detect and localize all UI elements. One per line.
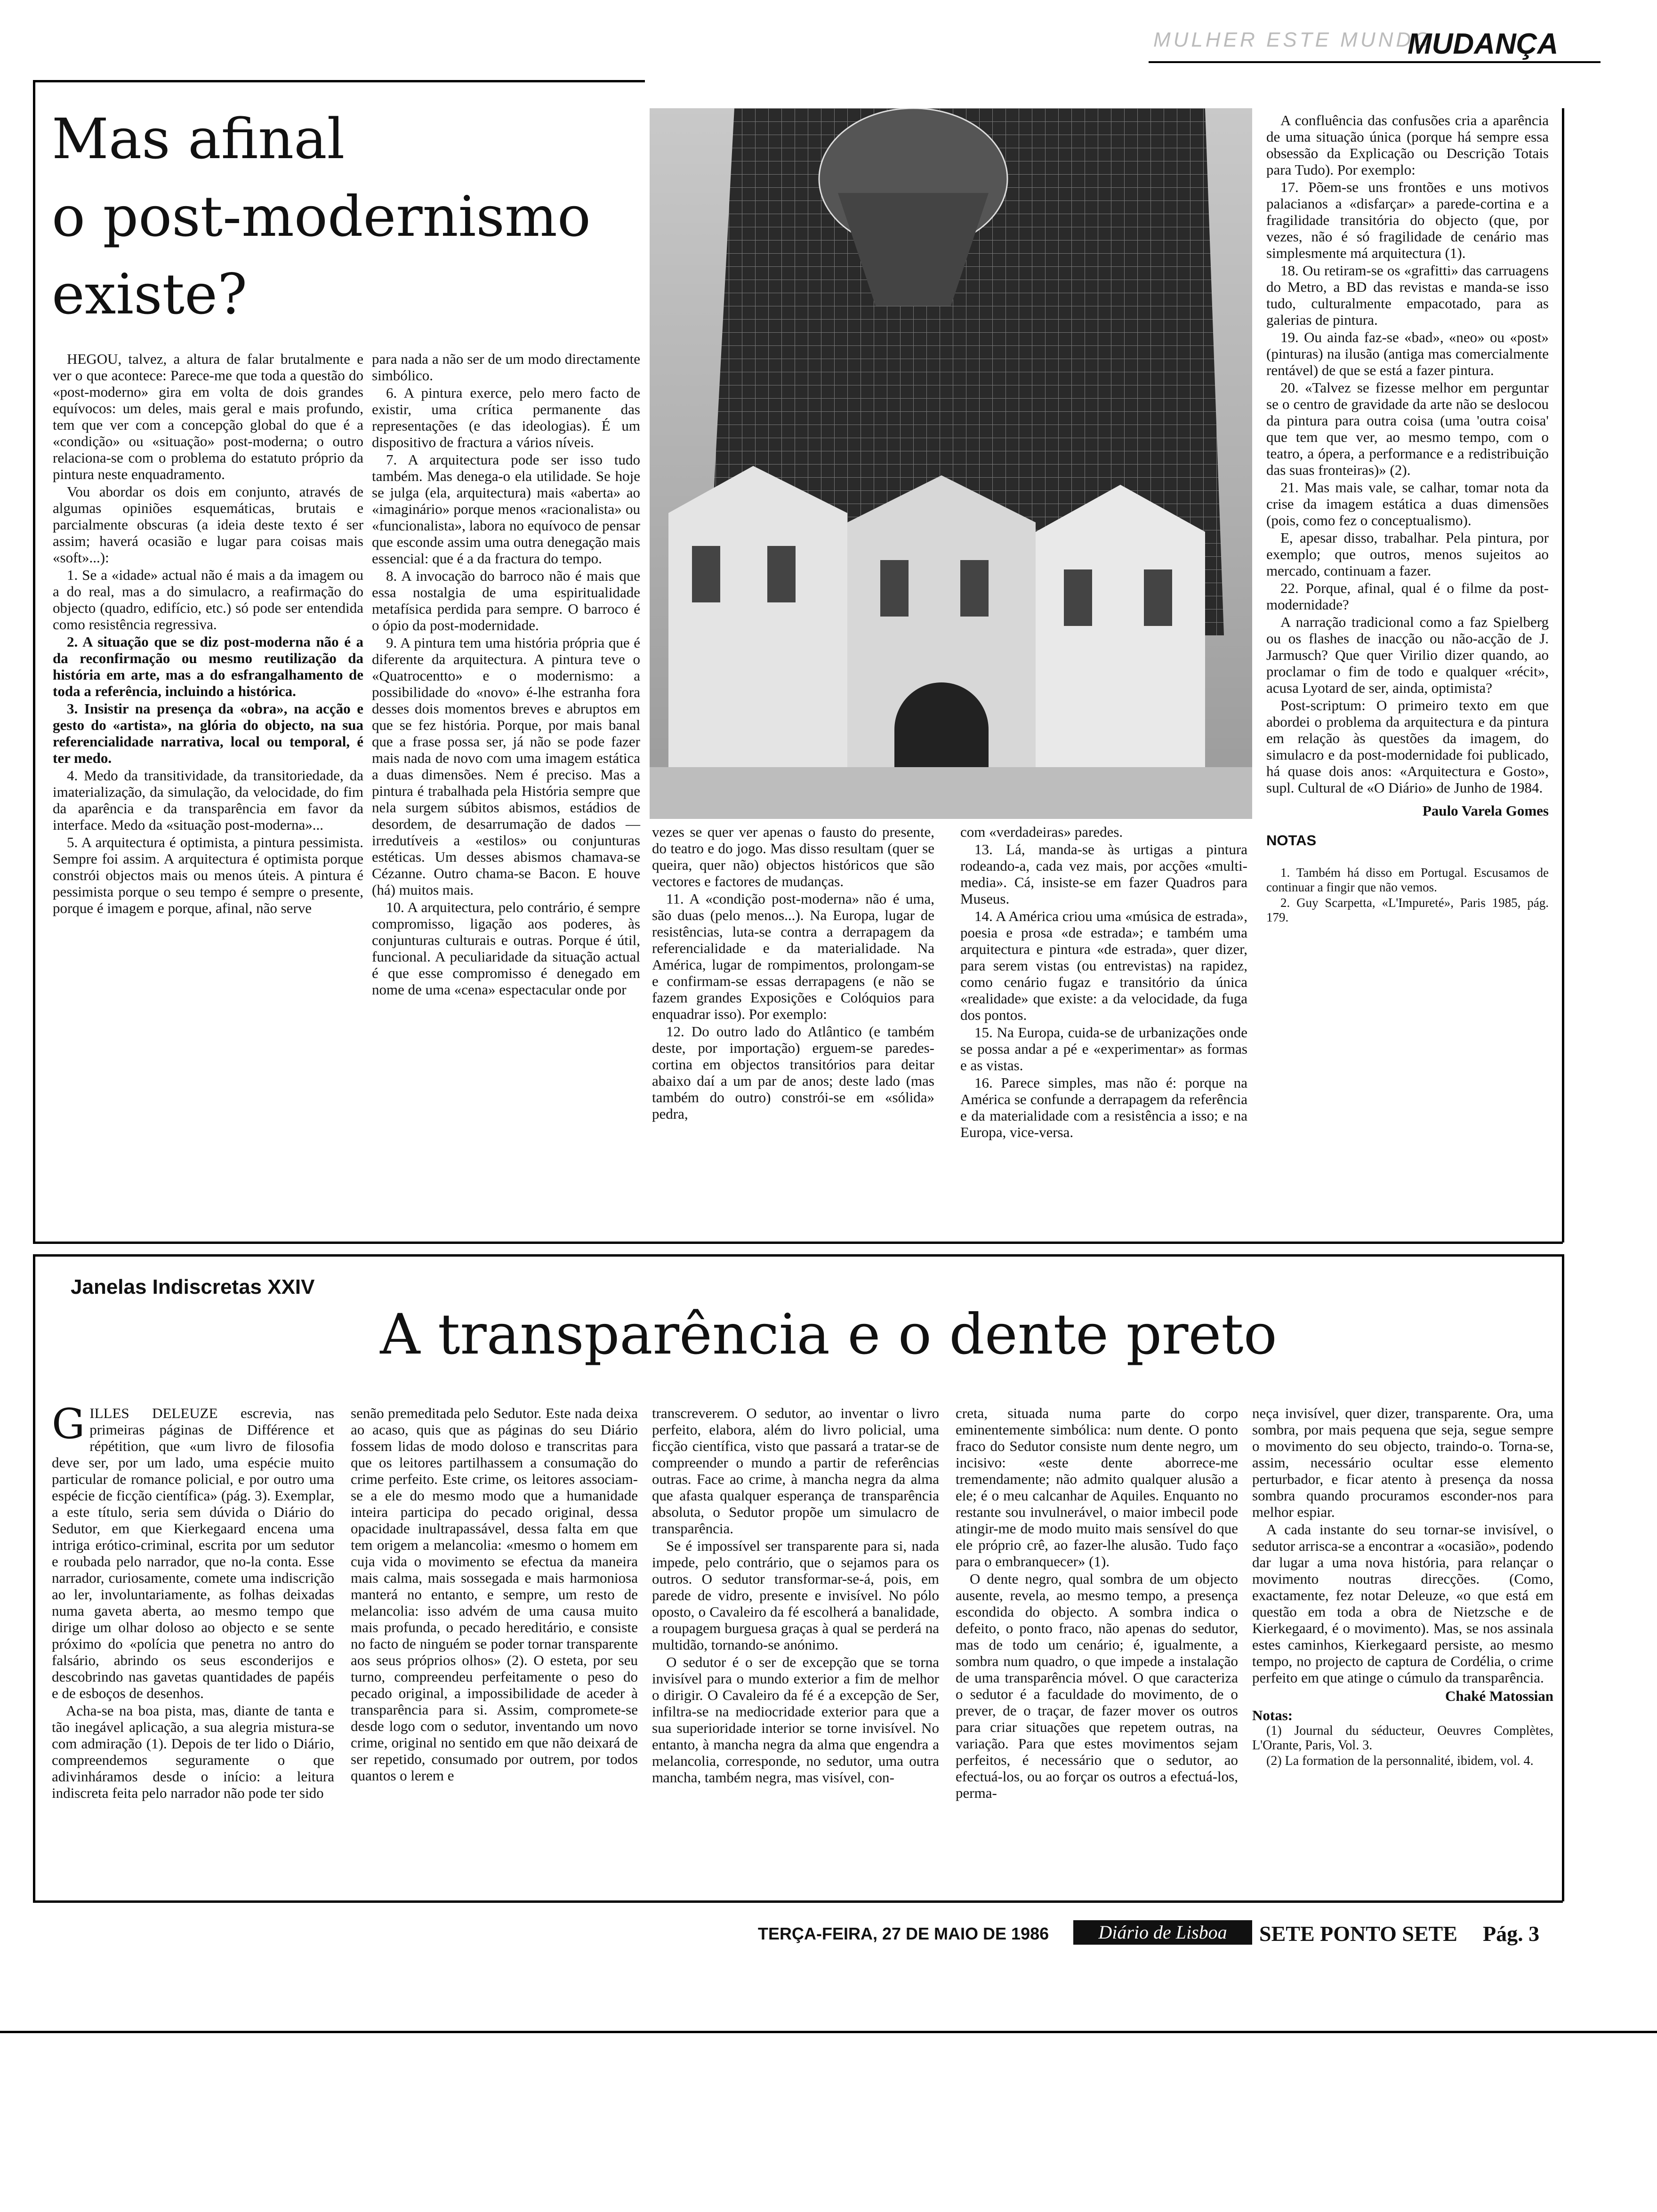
article1-paragraph: 14. A América criou uma «música de estrada», poesia e prosa «de estrada»; e também uma arquitectura e pintura «de estrada», quer dizer, para serem vistas (ou entrevistas) na rapidez, como cenário fugaz e transitório da única «realidade» que existe: a da velocidade, da fuga dos pontos. xyxy=(960,908,1247,1023)
article1-left-rule xyxy=(33,80,35,1242)
section-title: MUDANÇA xyxy=(1408,28,1559,60)
article2-paragraph: senão premeditada pelo Sedutor. Este nada deixa ao acaso, quis que as páginas do seu Diário fossem lidas de modo doloso e transcritas para que os leitores partilhassem a consumação do crime perfeito. Este crime, os leitores associam-se a ele do mesmo modo que a humanidade inteira participa do pecado original, dessa opacidade inultrapassável, dessa falta em que tem origem a melancolia: «mesmo o homem em cuja vida o movimento se efectua da maneira mais calma, mais sossegada e mais harmoniosa manterá no entanto, e sempre, um resto de melancolia: isso advém de uma causa muito mais profunda, o pecado hereditário, e consiste no facto de ninguém se poder tornar transparente aos seus próprios olhos» (2). O esteta, por seu turno, compreendeu perfeitamente o peso do pecado original, a impossibilidade de aceder à transparência para si. Assim, compromete-se desde logo com o sedutor, inventando um novo crime, original no sentido em que não deixará de ser repetido, consumado por outrem, por todos quantos o lerem e xyxy=(351,1405,638,1784)
article2-author: Chaké Matossian xyxy=(1445,1688,1553,1704)
article2-notes-title: Notas: xyxy=(1252,1707,1293,1723)
article1-paragraph: 16. Parece simples, mas não é: porque na América se confunde a derrapagem da referência e da materialidade com a resistência a isso; e na Europa, vice-versa. xyxy=(960,1074,1247,1140)
article1-title-line3: existe? xyxy=(52,262,248,327)
masthead-faint: MULHER ESTE MUNDO xyxy=(1153,28,1433,51)
header-rule xyxy=(1149,61,1601,63)
article1-title-line1: Mas afinal xyxy=(52,106,345,171)
article1-paragraph: Vou abordar os dois em conjunto, através de algumas opiniões esquemáticas, brutais e parcialmente obscuras (a ideia deste texto é ser assim; haverá ocasião e lugar para coisas mais «soft»...): xyxy=(53,483,363,566)
article2-note: (1) Journal du séducteur, Oeuvres Complètes, L'Orante, Paris, Vol. 3. xyxy=(1252,1723,1553,1753)
article2-column-1 xyxy=(52,1400,334,1894)
article1-paragraph: 18. Ou retiram-se os «grafitti» das carruagens do Metro, a BD das revistas e manda-se isso tudo, culturalmente empacotado, para as galerias de pintura. xyxy=(1266,262,1549,328)
article1-paragraph: 21. Mas mais vale, se calhar, tomar nota da crise da imagem estática a duas dimensões (pois, como fez o conceptualismo). xyxy=(1266,479,1549,529)
article2-paragraph: creta, situada numa parte do corpo eminentemente simbólica: num dente. O ponto fraco do Sedutor consiste num dente negro, um incisivo: «este dente aborrece-me tremendamente; não admito qualquer alusão a ele; é o meu calcanhar de Aquiles. Enquanto no restante sou invulnerável, o maior imbecil pode atingir-me de modo muito mais sensível do que ele próprio crê, ao fazer-lhe alusão. Tudo faço para o embranquecer» (1). xyxy=(956,1405,1238,1570)
article1-paragraph: 13. Lá, manda-se às urtigas a pintura rodeando-a, cada vez mais, por acções «multi-media». Cá, insiste-se em fazer Quadros para Museus. xyxy=(960,841,1247,907)
article1-paragraph: 9. A pintura tem uma história própria que é diferente da arquitectura. A pintura teve o «Quatrocentto» e o modernismo: a possibilidade do «novo» é-lhe estranha fora desses dois momentos breves e abruptos em que se fez história. Porque, por mais banal que a frase possa ser, já não se pode fazer mais nada de novo com uma imagem estática a duas dimensões. Nem é preciso. Mas a pintura é trabalhada pela História sempre que nela surgem súbitos abismos, estádios de desordem, de desarrumação de dados — irredutíveis a «estilos» ou conjunturas estéticas. Um desses abismos chamava-se Cézanne. Outro chama-se Bacon. E houve (há) muitos mais. xyxy=(372,634,640,898)
building-photo xyxy=(650,108,1252,819)
article1-paragraph: A confluência das confusões cria a aparência de uma situação única (porque há sempre essa obsessão da Explicação ou Descrição Totais para Tudo). Por exemplo: xyxy=(1266,112,1549,178)
article2-paragraph xyxy=(52,1400,334,1701)
article1-paragraph: para nada a não ser de um modo directamente simbólico. xyxy=(372,351,640,384)
article1-paragraph: 19. Ou ainda faz-se «bad», «neo» ou «post» (pinturas) na ilusão (antiga mas comercialmente rentável) de que se está a fazer pintura. xyxy=(1266,329,1549,378)
article1-note: 1. Também há disso em Portugal. Escusamos de continuar a fingir que não vemos. xyxy=(1266,866,1549,894)
article1-paragraph: 3. Insistir na presença da «obra», na acção e gesto do «artista», na glória do objecto, na sua referencialidade narrativa, local ou temporal, é ter medo. xyxy=(53,700,363,766)
article2-top-rule xyxy=(33,1254,1563,1257)
article2-bottom-rule xyxy=(33,1900,1563,1903)
footer-supplement: SETE PONTO SETE xyxy=(1259,1922,1457,1946)
article1-right-rule xyxy=(1562,108,1564,1242)
article1-paragraph: 1. Se a «idade» actual não é mais a da imagem ou a do real, mas a do simulacro, a reafirmação do objecto (quadro, edifício, etc.) só pode ser entendida como resistência regressiva. xyxy=(53,567,363,633)
article1-paragraph: A narração tradicional como a faz Spielberg ou os flashes de inacção ou não-acção de J. Jarmusch? Que quer Virilio dizer quando, ao proclamar o fim de todo e qualquer «récit», acusa Lyotard de ser, ainda, optimista? xyxy=(1266,614,1549,696)
article1-paragraph: 2. A situação que se diz post-moderna não é a da reconfirmação ou mesmo reutilização da história em arte, mas a do esfrangalhamento de toda a referência, incluindo a histórica. xyxy=(53,633,363,699)
article1-paragraph: 12. Do outro lado do Atlântico (e também deste, por importação) erguem-se paredes-cortina em objectos transitórios para deitar abaixo daí a um par de anos; deste lado (mas também do outro) constrói-se em «sólida» pedra, xyxy=(652,1023,934,1122)
article1-paragraph: Post-scriptum: O primeiro texto em que abordei o problema da arquitectura e da pintura em relação às questões da imagem, do simulacro e da post-modernidade foi publicado, há quase dois anos: «Arquitectura e Gosto», supl. Cultural de «O Diário» de Junho de 1984. xyxy=(1266,697,1549,796)
article2-paragraph: Se é impossível ser transparente para si, nada impede, pelo contrário, que o sejamos para os outros. O sedutor transformar-se-á, pois, em parede de vidro, presente e invisível. No pólo oposto, o Cavaleiro da fé escolherá a banalidade, a roupagem burguesa graças à qual se perderá na multidão, tornando-se anónimo. xyxy=(652,1538,939,1653)
article1-paragraph: vezes se quer ver apenas o fausto do presente, do teatro e do jogo. Mas disso resultam (quer se queira, quer não) objectos históricos que são vectores e factores de mudanças. xyxy=(652,824,934,890)
article2-paragraph: transcreverem. O sedutor, ao inventar o livro perfeito, elabora, além do livro policial, uma ficção científica, visto que passará a tratar-se de compreender o mundo a partir de referências outras. Face ao crime, à mancha negra da alma que afasta qualquer esperança de transparência absoluta, o Sedutor propõe um simulacro de transparência. xyxy=(652,1405,939,1537)
article1-paragraph: E, apesar disso, trabalhar. Pela pintura, por exemplo; que outros, menos sujeitos ao mercado, continuam a fazer. xyxy=(1266,529,1549,579)
article1-paragraph: 15. Na Europa, cuida-se de urbanizações onde se possa andar a pé e «experimentar» as formas e as vistas. xyxy=(960,1024,1247,1074)
article1-bottom-rule xyxy=(33,1242,1563,1244)
bottom-rule xyxy=(0,2031,1657,2033)
dropcap: G xyxy=(52,1400,85,1448)
footer-page: Pág. 3 xyxy=(1483,1922,1540,1946)
article2-column-4 xyxy=(956,1405,1238,1894)
article2-kicker: Janelas Indiscretas XXIV xyxy=(71,1275,315,1298)
article1-notes-title: NOTAS xyxy=(1266,832,1317,849)
article1-column-5 xyxy=(1266,112,1549,1100)
article1-column-3 xyxy=(652,824,934,1231)
article2-paragraph: neça invisível, quer dizer, transparente. Ora, uma sombra, por mais pequena que seja, segue sempre o movimento do seu objecto, traindo-o. Torna-se, assim, necessário ocultar esse elemento perturbador, e ficar atento à presença da nossa sombra quando procuramos esconder-nos para melhor espiar. xyxy=(1252,1405,1553,1520)
article1-paragraph: com «verdadeiras» paredes. xyxy=(960,824,1123,840)
article1-paragraph: 11. A «condição post-moderna» não é uma, são duas (pelo menos...). Na Europa, lugar de resistências, luta-se contra a derrapagem da referencialidade e da materialidade. Na América, lugar de rompimentos, prolongam-se e confirmam-se essas derrapagens (e não se fazem grandes Exposições e Colóquios para enquadrar isso). Por exemplo: xyxy=(652,890,934,1022)
article2-paragraph: Acha-se na boa pista, mas, diante de tanta e tão inegável aplicação, a sua alegria mistura-se com admiração (1). Depois de ter lido o Diário, compreendemos seguramente o que adivinháramos desde o início: a leitura indiscreta feita pelo narrador não pode ter sido xyxy=(52,1702,334,1801)
article1-paragraph: 22. Porque, afinal, qual é o filme da post-modernidade? xyxy=(1266,580,1549,613)
article2-title: A transparência e o dente preto xyxy=(380,1302,1277,1367)
article2-note: (2) La formation de la personnalité, ibidem, vol. 4. xyxy=(1266,1754,1534,1768)
article2-paragraph: O dente negro, qual sombra de um objecto ausente, revela, ao mesmo tempo, a presença escondida do objecto. A sombra indica o defeito, o ponto fraco, não apenas do sedutor, mas de todo um cenário; é, igualmente, a sombra num quadro, o que impede a instalação de uma transparência móvel. O que caracteriza o sedutor é a faculdade do movimento, de o prever, de o traçar, de fazer mover os outros para criar situações que repetem outras, na variação. Para que estes movimentos sejam perfeitos, é necessário que o sedutor, ao efectuá-los, ou ao forçar os outros a efectuá-los, perma- xyxy=(956,1571,1238,1801)
article1-paragraph: HEGOU, talvez, a altura de falar brutalmente e ver o que acontece: Parece-me que toda a questão do «post-moderno» gira em volta de dois grandes equívocos: um deles, mais geral e mais profundo, tem que ver com a concepção global do que é a «condição» ou «situação» post-moderna; o outro relaciona-se com o problema do estatuto próprio da pintura neste enquadramento. xyxy=(53,351,363,482)
article2-column-5 xyxy=(1252,1405,1553,1894)
article1-top-rule xyxy=(33,80,645,82)
article2-paragraph: A cada instante do seu tornar-se invisível, o sedutor arrisca-se a encontrar a «ocasião», podendo dar lugar a uma nova história, para relançar o movimento noutras direcções. (Como, exactamente, fez notar Deleuze, «o que está em questão em toda a obra de Nietzsche e de Kierkegaard, é o movimento). Mas, se nos assinala estes caminhos, Kierkegaard persiste, ao mesmo tempo, no projecto de captura de Cordélia, o crime perfeito em que atinge o cúmulo da transparência. xyxy=(1252,1521,1553,1686)
article1-note: 2. Guy Scarpetta, «L'Impureté», Paris 1985, pág. 179. xyxy=(1266,896,1549,924)
article2-paragraph: O sedutor é o ser de excepção que se torna invisível para o mundo exterior a fim de melhor o dirigir. O Cavaleiro da fé é a excepção de Ser, infiltra-se na mediocridade exterior para que a sua superioridade interior se torne invisível. No entanto, à mancha negra da alma que engendra a melancolia, corresponde, no sedutor, uma outra mancha, também negra, mas visível, con- xyxy=(652,1654,939,1786)
article1-column-1 xyxy=(53,351,363,1231)
article1-title-line2: o post-modernismo xyxy=(52,184,591,249)
article1-paragraph: 4. Medo da transitividade, da transitoriedade, da imaterialização, da simulação, da velocidade, do fim da aparência e da transparência em favor da interface. Medo da «situação post-moderna»... xyxy=(53,767,363,833)
article1-paragraph: 6. A pintura exerce, pelo mero facto de existir, uma crítica permanente das representações (e das ideologias). É um dispositivo de fractura a vários níveis. xyxy=(372,385,640,450)
building-illustration xyxy=(650,108,1252,819)
footer-date: TERÇA-FEIRA, 27 DE MAIO DE 1986 xyxy=(758,1924,1049,1943)
article2-column-3 xyxy=(652,1405,939,1894)
footer-paper-logo: Diário de Lisboa xyxy=(1073,1920,1252,1945)
article1-paragraph: 7. A arquitectura pode ser isso tudo também. Mas denega-o ela utilidade. Se hoje se julga (ela, arquitectura) mais «aberta» ao «imaginário» porque menos «racionalista» ou «funcionalista», labora no equívoco de pensar que esconde assim uma outra denegação mais essencial: que é a da fractura do tempo. xyxy=(372,451,640,567)
article1-paragraph: 10. A arquitectura, pelo contrário, é sempre compromisso, ligação aos poderes, às conjunturas culturais e outras. Porque é útil, funcional. A peculiaridade da situação actual é que esse compromisso é denegado em nome de uma «cena» espectacular onde por xyxy=(372,899,640,998)
article1-paragraph: 20. «Talvez se fizesse melhor em perguntar se o centro de gravidade da arte não se deslocou da pintura para outra coisa (uma 'outra coisa' que tem que ver, ao mesmo tempo, com o teatro, a ópera, a performance e a redistribuição das suas fronteiras)» (2). xyxy=(1266,379,1549,478)
article1-paragraph: 8. A invocação do barroco não é mais que essa nostalgia de uma espiritualidade metafísica perdida para sempre. O barroco é o ópio da post-modernidade. xyxy=(372,568,640,633)
article2-paragraph-text: ILLES DELEUZE escrevia, nas primeiras páginas de Différence et répétition, que «um livro de filosofia deve ser, por um lado, uma espécie muito particular de romance policial, e por outro uma espécie de ficção científica» (pág. 3). Exemplar, a este título, seria sem dúvida o Diário do Sedutor, em que Kierkegaard encena uma intriga erótico-criminal, escrita por um sedutor e roubada pelo narrador, que no-la conta. Esse narrador, curiosamente, comete uma indiscrição ao ler, involuntariamente, as folhas deixadas numa gaveta aberta, ao mesmo tempo que dirige um olhar doloso ao objecto e se sente próximo do «polícia que penetra no antro do falsário, abrindo os seus esconderijos e descobrindo nas gavetas quantidades de papéis e de esboços de desenhos. xyxy=(52,1405,334,1701)
article1-paragraph: 17. Põem-se uns frontões e uns motivos palacianos a «disfarçar» a parede-cortina e a fragilidade transitória do objecto (que, por vezes, não é só fragilidade de cenário mas simplesmente má arquitectura (1). xyxy=(1266,179,1549,261)
article1-author: Paulo Varela Gomes xyxy=(1422,802,1549,819)
article2-column-2 xyxy=(351,1405,638,1894)
article1-paragraph: 5. A arquitectura é optimista, a pintura pessimista. Sempre foi assim. A arquitectura é optimista porque constrói objectos mais ou menos úteis. A pintura é pessimista porque o seu tempo é sempre o presente, porque é imagem e porque, afinal, não serve xyxy=(53,834,363,916)
article1-column-4 xyxy=(960,824,1247,1231)
article1-column-2 xyxy=(372,351,640,1231)
